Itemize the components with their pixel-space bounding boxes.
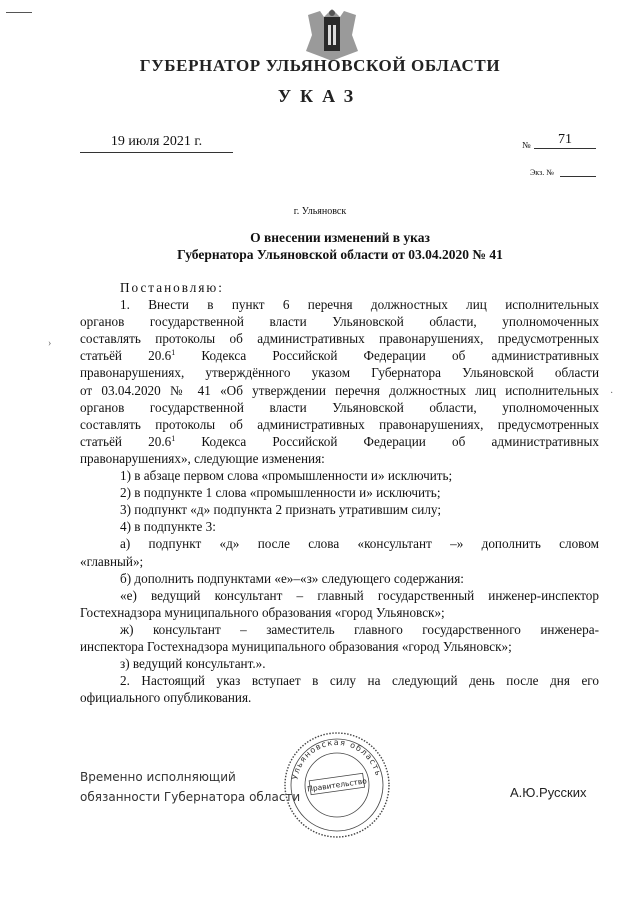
list-item: Гостехнадзора муниципального образования «город Ульяновск»; bbox=[80, 604, 445, 620]
body-line: правонарушениях, утверждённого указом Губернатора Ульяновской области bbox=[80, 365, 599, 381]
body-line: от 03.04.2020 № 41 «Об утверждении перечня должностных лиц исполнительных bbox=[80, 382, 599, 398]
body-line: официального опубликования. bbox=[80, 690, 252, 706]
copy-number-label: Экз. № bbox=[530, 168, 554, 177]
superscript: 1 bbox=[171, 348, 176, 358]
superscript: 1 bbox=[171, 433, 176, 443]
list-item: 3) подпункт «д» подпункта 2 признать утратившим силу; bbox=[120, 502, 442, 518]
seal-center-text: Правительство bbox=[306, 776, 368, 794]
copy-number-line bbox=[560, 176, 596, 177]
margin-mark: › bbox=[48, 338, 52, 349]
subject-line: О внесении изменений в указ bbox=[250, 230, 430, 245]
body-text-fragment: статьёй 20.6 bbox=[80, 348, 172, 364]
body-line: органов государственной власти Ульяновской области, уполномоченных bbox=[80, 314, 599, 330]
document-subject bbox=[80, 229, 600, 263]
body-line bbox=[80, 433, 599, 450]
signatory-name: А.Ю.Русских bbox=[510, 785, 587, 800]
list-item: 2) в подпункте 1 слова «промышленности и» исключить; bbox=[120, 485, 441, 501]
list-item: «главный»; bbox=[80, 553, 144, 569]
body-line bbox=[80, 347, 599, 364]
coat-of-arms-icon bbox=[302, 5, 362, 63]
list-item: инспектора Гостехнадзора муниципального образования «город Ульяновск»; bbox=[80, 638, 512, 654]
margin-mark: · bbox=[610, 388, 614, 399]
decree-word: Постановляю: bbox=[120, 280, 224, 295]
body-line: органов государственной власти Ульяновской области, уполномоченных bbox=[80, 399, 599, 415]
top-left-mark bbox=[6, 12, 32, 13]
body-line: составлять протоколы об административных правонарушениях, предусмотренных bbox=[80, 416, 599, 432]
list-item: 1) в абзаце первом слова «промышленности и» исключить; bbox=[120, 468, 453, 484]
body-line: 1. Внести в пункт 6 перечня должностных лиц исполнительных bbox=[120, 297, 599, 313]
list-item: «е) ведущий консультант – главный государственный инженер-инспектор bbox=[120, 587, 599, 603]
subject-line: Губернатора Ульяновской области от 03.04.2020 № 41 bbox=[177, 247, 503, 262]
signatory-position bbox=[80, 767, 300, 807]
list-item: а) подпункт «д» после слова «консультант –» дополнить словом bbox=[120, 536, 599, 552]
body-text-fragment: статьёй 20.6 bbox=[80, 433, 172, 449]
official-seal-icon bbox=[282, 730, 392, 840]
position-line: обязанности Губернатора области bbox=[80, 790, 301, 804]
list-item: б) дополнить подпунктами «е»–«з» следующего содержания: bbox=[120, 570, 464, 586]
body-text-fragment: Кодекса Российской Федерации об административных bbox=[175, 348, 599, 364]
list-item: 4) в подпункте 3: bbox=[120, 519, 216, 535]
document-number: 71 bbox=[534, 132, 596, 149]
document-date: 19 июля 2021 г. bbox=[80, 134, 233, 153]
doc-type: УКАЗ bbox=[277, 86, 363, 106]
list-item: ж) консультант – заместитель главного государственного инженера- bbox=[120, 621, 599, 637]
number-label: № bbox=[522, 140, 531, 150]
list-item: з) ведущий консультант.». bbox=[120, 656, 266, 672]
body-text-fragment: Кодекса Российской Федерации об административных bbox=[175, 433, 599, 449]
org-title: ГУБЕРНАТОР УЛЬЯНОВСКОЙ ОБЛАСТИ bbox=[139, 56, 501, 75]
body-line: составлять протоколы об административных правонарушениях, предусмотренных bbox=[80, 331, 599, 347]
position-line: Временно исполняющий bbox=[80, 770, 236, 784]
body-line: правонарушениях», следующие изменения: bbox=[80, 450, 325, 466]
city: г. Ульяновск bbox=[293, 206, 347, 217]
body-line: 2. Настоящий указ вступает в силу на следующий день после дня его bbox=[120, 673, 599, 689]
document-body bbox=[80, 279, 599, 706]
seal-ring-text: Ульяновская область bbox=[290, 737, 384, 781]
